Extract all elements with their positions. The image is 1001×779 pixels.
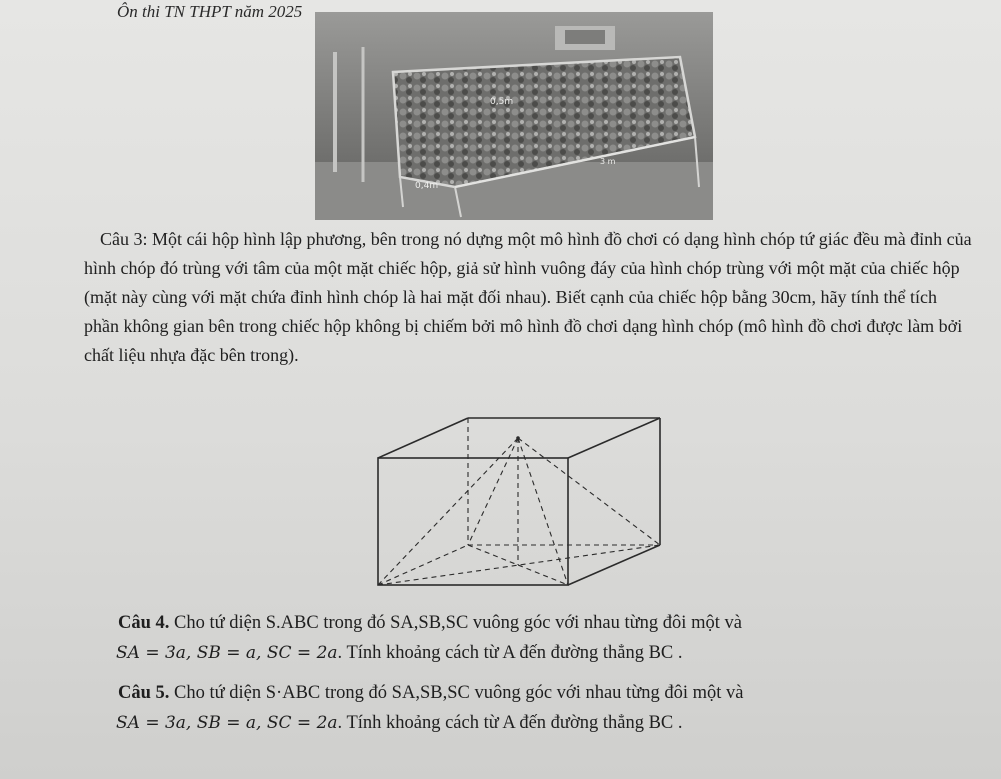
photo-label-right: 3 m [600, 157, 616, 166]
cube-front-face [378, 458, 568, 585]
question-5-text: Cho tứ diện S·ABC trong đó SA,SB,SC vuông góc với nhau từng đôi một và [174, 683, 744, 703]
aquarium-photo [315, 12, 713, 220]
pyramid-edge [518, 438, 660, 545]
cube-pyramid-figure [368, 410, 678, 590]
cube-pyramid-diagram [368, 410, 678, 590]
cube-edge [568, 418, 660, 458]
question-3 [84, 225, 974, 370]
pyramid-edge [468, 438, 518, 545]
question-5 [118, 678, 988, 738]
question-5-math: SA = 3a, SB = a, SC = 2a [116, 713, 338, 733]
aquarium-photo-illustration [315, 12, 713, 220]
photo-label-left: 0,4m [415, 181, 439, 191]
pyramid-apex [516, 436, 520, 440]
cube-edge [378, 418, 468, 458]
question-4-line-2 [116, 638, 988, 668]
question-4 [118, 608, 988, 668]
pyramid-edge [518, 438, 568, 585]
question-4-math: SA = 3a, SB = a, SC = 2a [116, 643, 338, 663]
photo-label-top: 0,5m [490, 97, 514, 107]
question-4-text: Cho tứ diện S.ABC trong đó SA,SB,SC vuông góc với nhau từng đôi một và [174, 613, 742, 633]
question-4-text-2: . Tính khoảng cách từ A đến đường thẳng BC . [337, 643, 683, 663]
question-4-title: Câu 4. [118, 613, 170, 633]
pyramid-edge [378, 438, 518, 585]
question-5-title: Câu 5. [118, 683, 170, 703]
question-5-text-2: . Tính khoảng cách từ A đến đường thẳng BC . [337, 713, 683, 733]
question-5-line-2 [116, 708, 988, 738]
question-4-line-1 [118, 608, 988, 638]
question-5-line-1 [118, 678, 988, 708]
question-3-text: Câu 3: Một cái hộp hình lập phương, bên trong nó dựng một mô hình đồ chơi có dạng hình chóp tứ giác đều mà đỉnh của hình chóp đó trùng với tâm của một mặt chiếc hộp, giả sử hình vuông đáy của hình chóp trùng với một mặt của chiếc hộp (mặt này cùng với mặt chứa đỉnh hình chóp là hai mặt đối nhau). Biết cạnh của chiếc hộp bằng 30cm, hãy tính thể tích phần không gian bên trong chiếc hộp không bị chiếm bởi mô hình đồ chơi dạng hình chóp (mô hình đồ chơi được làm bởi chất liệu nhựa đặc bên trong). [84, 229, 972, 365]
worksheet-header: Ôn thi TN THPT năm 2025 [117, 2, 303, 21]
